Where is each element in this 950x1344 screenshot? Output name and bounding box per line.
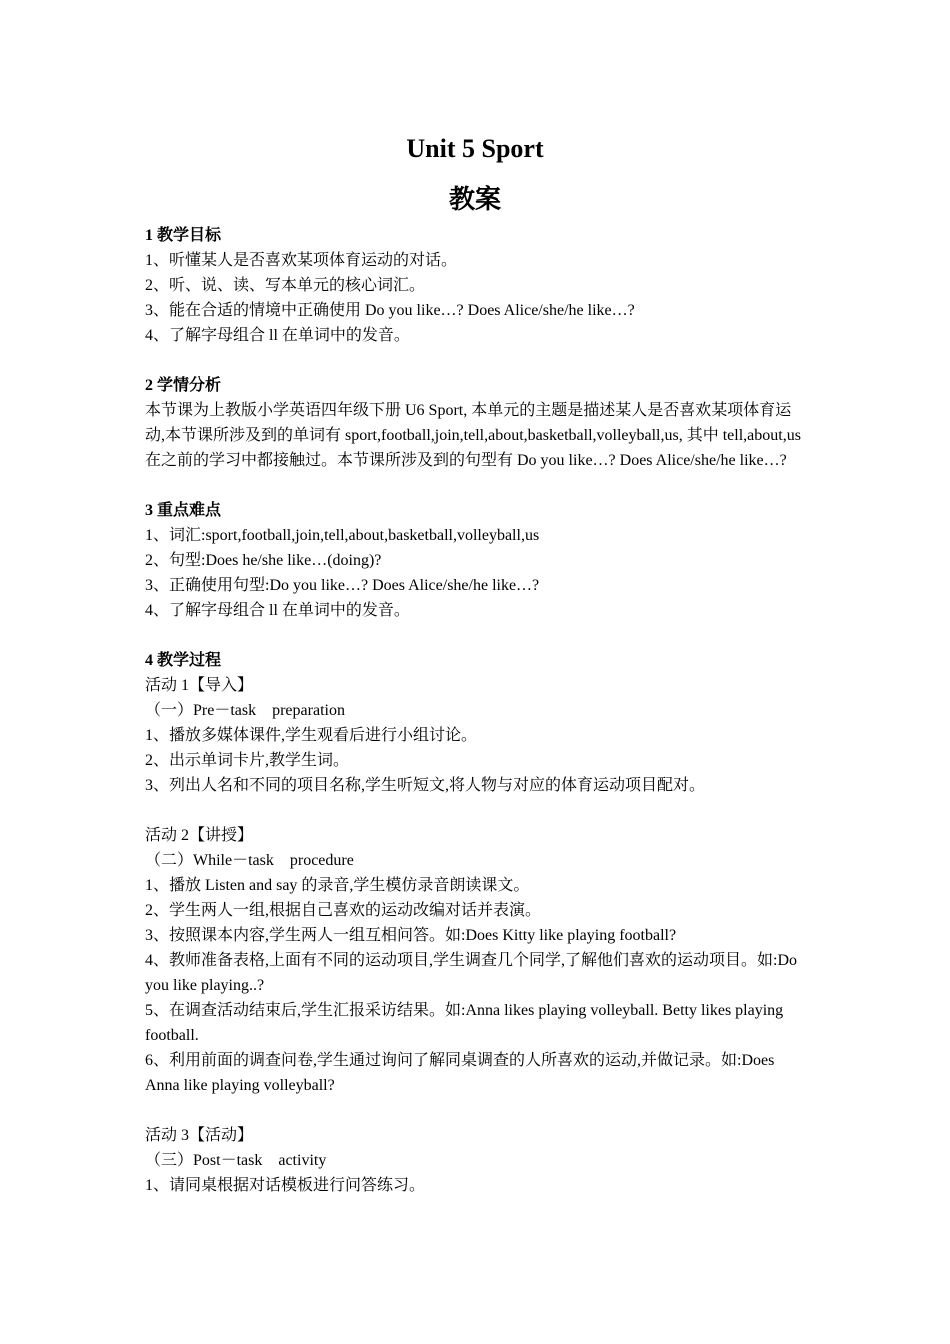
objective-item: 4、了解字母组合 ll 在单词中的发音。 [145, 327, 410, 344]
activity-step: 5、在调查活动结束后,学生汇报采访结果。如:Anna likes playing volleyball. Betty likes playing football. [145, 1002, 784, 1044]
objective-item: 3、能在合适的情境中正确使用 Do you like…? Does Alice/she/he like…? [145, 302, 635, 319]
activity-stage: （一）Pre－task preparation [145, 702, 345, 719]
document-subtitle: 教案 [448, 185, 501, 214]
activity-step: 1、播放多媒体课件,学生观看后进行小组讨论。 [145, 727, 478, 744]
key-point-item: 1、词汇:sport,football,join,tell,about,basketball,volleyball,us [145, 527, 540, 544]
objective-item: 1、听懂某人是否喜欢某项体育运动的对话。 [145, 252, 458, 269]
document-body [145, 223, 810, 1198]
key-point-item: 2、句型:Does he/she like…(doing)? [145, 552, 382, 569]
section-heading-objectives: 1 教学目标 [145, 227, 222, 244]
activity-stage: （二）While－task procedure [145, 852, 354, 869]
section-heading-process: 4 教学过程 [145, 652, 222, 669]
section-heading-key-points: 3 重点难点 [145, 502, 222, 519]
section-heading-analysis: 2 学情分析 [145, 377, 222, 394]
activity-label: 活动 2【讲授】 [145, 827, 254, 844]
activity-step: 3、列出人名和不同的项目名称,学生听短文,将人物与对应的体育运动项目配对。 [145, 777, 706, 794]
activity-stage: （三）Post－task activity [145, 1152, 327, 1169]
activity-step: 1、播放 Listen and say 的录音,学生模仿录音朗读课文。 [145, 877, 530, 894]
spacer [145, 348, 810, 373]
spacer [145, 798, 810, 823]
activity-step: 6、利用前面的调查问卷,学生通过询问了解同桌调查的人所喜欢的运动,并做记录。如:Does Anna like playing volleyball? [145, 1052, 775, 1094]
key-point-item: 3、正确使用句型:Do you like…? Does Alice/she/he like…? [145, 577, 540, 594]
objective-item: 2、听、说、读、写本单元的核心词汇。 [145, 277, 426, 294]
activity-label: 活动 1【导入】 [145, 677, 254, 694]
activity-step: 4、教师准备表格,上面有不同的运动项目,学生调查几个同学,了解他们喜欢的运动项目。如:Do you like playing..? [145, 952, 798, 994]
key-point-item: 4、了解字母组合 ll 在单词中的发音。 [145, 602, 410, 619]
analysis-paragraph: 本节课为上教版小学英语四年级下册 U6 Sport, 本单元的主题是描述某人是否喜欢某项体育运动,本节课所涉及到的单词有 sport,football,join,tell,about,basketball,volleyball,us, 其中 tell,about,us 在之前的学习中都接触过。本节课所涉及到的句型有 Do you like…? Does Alice/she/he like…? [145, 402, 801, 469]
activity-label: 活动 3【活动】 [145, 1127, 254, 1144]
activity-step: 2、学生两人一组,根据自己喜欢的运动改编对话并表演。 [145, 902, 542, 919]
spacer [145, 1098, 810, 1123]
activity-step: 1、请同桌根据对话模板进行问答练习。 [145, 1177, 426, 1194]
activity-step: 2、出示单词卡片,教学生词。 [145, 752, 350, 769]
spacer [145, 623, 810, 648]
document-title: Unit 5 Sport [406, 134, 544, 163]
activity-step: 3、按照课本内容,学生两人一组互相问答。如:Does Kitty like playing football? [145, 927, 677, 944]
spacer [145, 473, 810, 498]
